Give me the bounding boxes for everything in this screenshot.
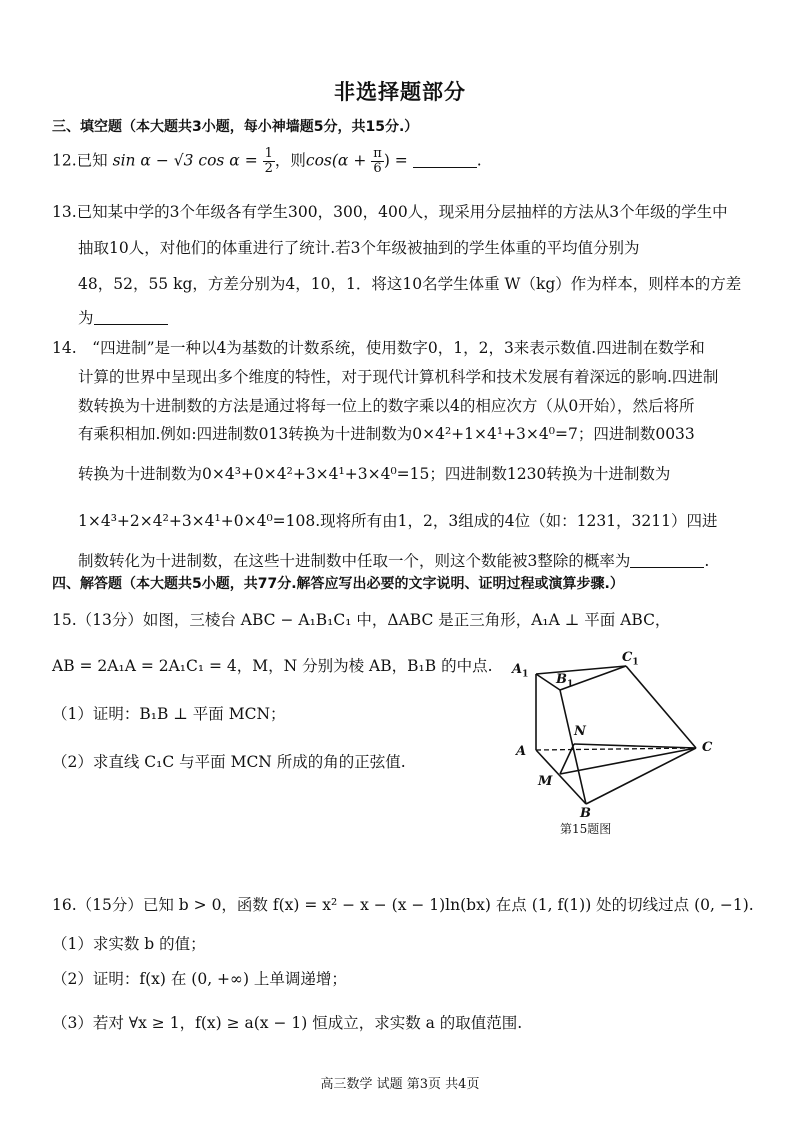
q15-part-2: （2）求直线 C₁C 与平面 MCN 所成的角的正弦值.	[52, 753, 406, 771]
q14-line-5: 转换为十进制数为0×4³+0×4²+3×4¹+3×4⁰=15；四进制数1230转换为十进制数为	[78, 465, 671, 483]
q14-line-2: 计算的世界中呈现出多个维度的特性，对于现代计算机科学和技术发展有着深远的影响.四进制	[78, 368, 719, 386]
question-12	[52, 147, 482, 176]
label-a1: $A_1$	[512, 662, 529, 680]
q12-answer-blank	[413, 153, 477, 168]
q16-part-3: （3）若对 ∀x ≥ 1，f(x) ≥ a(x − 1) 恒成立，求实数 a 的取值范围.	[52, 1014, 523, 1032]
label-c1: $C_1$	[622, 650, 639, 668]
q15-figure	[498, 652, 748, 842]
q12-mid: ，则	[274, 151, 306, 170]
q14-line-7-end: .	[704, 552, 710, 570]
label-b: B	[580, 806, 591, 821]
edge-a-c-hidden	[536, 748, 696, 750]
q15-part-1: （1）证明：B₁B ⊥ 平面 MCN；	[52, 705, 286, 723]
q12-expr2: cos(α +	[305, 151, 367, 170]
q15-line-1: 15.（13分）如图，三棱台 ABC − A₁B₁C₁ 中，ΔABC 是正三角形，A₁A ⊥ 平面 ABC，	[52, 611, 671, 629]
q13-line-4	[78, 306, 168, 328]
segment-m-n	[560, 744, 574, 774]
label-m: M	[538, 774, 553, 789]
q12-number: 12.	[52, 151, 77, 170]
q12-fraction	[263, 147, 275, 176]
section-3-heading: 三、填空题（本大题共3小题，每小神墙题5分，共15分.）	[52, 119, 419, 135]
q12-frac-den: 2	[264, 161, 273, 176]
label-b1: $B_1$	[556, 672, 574, 690]
q12-frac2-num: π	[373, 146, 382, 161]
edge-b-c	[586, 748, 696, 804]
q15-line-2: AB = 2A₁A = 2A₁C₁ = 4，M，N 分别为棱 AB，B₁B 的中点.	[52, 657, 493, 675]
q14-line-6: 1×4³+2×4²+3×4¹+0×4⁰=108.现将所有由1，2，3组成的4位（如：1231，3211）四进	[78, 512, 718, 530]
label-n: N	[574, 724, 586, 739]
edge-a1-c1	[536, 666, 626, 674]
q14-answer-blank	[630, 553, 704, 568]
q12-frac2-den: 6	[373, 161, 382, 176]
q14-line-7-text: 制数转化为十进制数，在这些十进制数中任取一个，则这个数能被3整除的概率为	[78, 552, 631, 570]
section-4-heading: 四、解答题（本大题共5小题，共77分.解答应写出必要的文字说明、证明过程或演算步骤.）	[52, 576, 624, 592]
q13-line-4-text: 为	[78, 309, 94, 327]
q12-expr2-end: ) =	[383, 151, 408, 170]
q12-fraction-2	[371, 147, 384, 176]
q13-line-3: 48，52，55 kg，方差分别为4，10，1．将这10名学生体重 W（kg）作为样本，则样本的方差	[78, 275, 742, 293]
q16-part-2: （2）证明：f(x) 在 (0, +∞) 上单调递增；	[52, 970, 347, 988]
figure-caption: 第15题图	[560, 822, 612, 836]
page-footer: 高三数学 试题 第3页 共4页	[320, 1077, 480, 1092]
label-c: C	[702, 740, 713, 755]
q12-end: .	[476, 151, 482, 170]
q13-answer-blank	[94, 310, 168, 325]
q14-line-7	[78, 549, 709, 571]
q12-expr: sin α − √3 cos α =	[112, 151, 258, 170]
q13-line-2: 抽取10人，对他们的体重进行了统计.若3个年级被抽到的学生体重的平均值分别为	[78, 239, 640, 257]
q13-line-1: 13.已知某中学的3个年级各有学生300，300，400人，现采用分层抽样的方法从3个年级的学生中	[52, 203, 728, 221]
q12-frac-num: 1	[264, 146, 273, 161]
q16-line-1: 16.（15分）已知 b > 0，函数 f(x) = x² − x − (x − 1)ln(bx) 在点 (1, f(1)) 处的切线过点 (0, −1).	[52, 896, 754, 914]
segment-m-c	[560, 748, 696, 774]
edge-c1-c	[626, 666, 696, 748]
q14-line-3: 数转换为十进制数的方法是通过将每一位上的数字乘以4的相应次方（从0开始），然后将所	[78, 397, 695, 415]
q14-line-1: 14. “四进制”是一种以4为基数的计数系统，使用数字0，1，2，3来表示数值.四进制在数学和	[52, 339, 705, 357]
q16-part-1: （1）求实数 b 的值；	[52, 935, 206, 953]
page-title: 非选择题部分	[334, 80, 466, 104]
q12-pre: 已知	[76, 151, 108, 170]
label-a: A	[516, 744, 527, 759]
segment-n-c	[574, 744, 696, 748]
q14-line-4: 有乘积相加.例如:四进制数013转换为十进制数为0×4²+1×4¹+3×4⁰=7；四进制数0033	[78, 425, 695, 443]
